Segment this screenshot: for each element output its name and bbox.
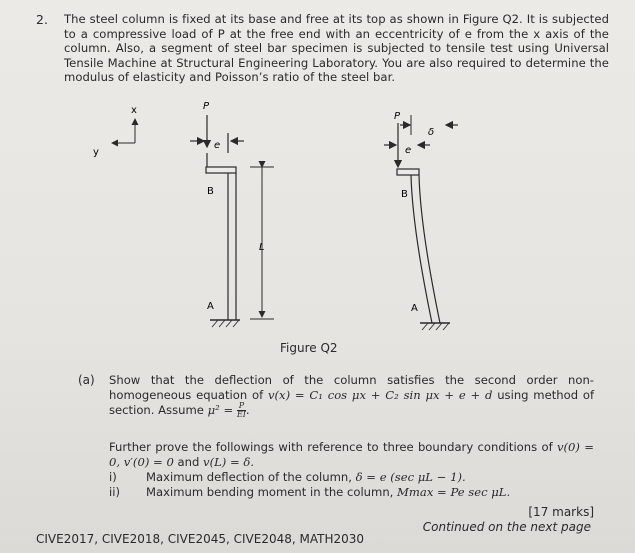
bc-1: v(0) = 0, bbox=[109, 440, 594, 469]
eccentricity-right: e bbox=[405, 145, 412, 156]
figure-q2 bbox=[0, 95, 635, 365]
bc-3: v(L) = δ. bbox=[203, 454, 255, 469]
length-label: L bbox=[259, 242, 265, 253]
part-a-method: using method of section. Assume bbox=[109, 387, 595, 418]
part-a-label: (a) bbox=[78, 373, 95, 387]
item-i-label: Maximum deflection of the column, bbox=[146, 470, 352, 484]
marks-label: [17 marks] bbox=[528, 505, 594, 519]
deflected-column bbox=[384, 115, 458, 330]
node-b-right: B bbox=[401, 189, 408, 200]
node-b-left: B bbox=[207, 186, 214, 197]
fraction-denominator: EI bbox=[236, 410, 246, 420]
bc-and: and bbox=[177, 454, 200, 469]
course-codes-footer: CIVE2017, CIVE2018, CIVE2045, CIVE2048, MATH2030 bbox=[36, 532, 365, 546]
node-a-left: A bbox=[207, 301, 214, 312]
axes-diagram bbox=[112, 119, 135, 143]
item-i-text bbox=[146, 470, 466, 484]
continued-note: Continued on the next page bbox=[422, 520, 591, 534]
question-intro: The steel column is fixed at its base and free at its top as shown in Figure Q2. It is subjected to a compressive load of P at the free end with an eccentricity of e from the x axis of the column. Also, a segment of steel bar specimen is subjected to tensile test using Universal Tensile Machine at Structural Engineering Laboratory. You are also required to determine the modulus of elasticity and Poisson’s ratio of the steel bar. bbox=[64, 12, 609, 85]
boundary-conditions-text bbox=[109, 440, 594, 469]
deflection-equation: v(x) = C₁ cos μx + C₂ sin μx + e + d bbox=[267, 387, 493, 402]
mu-fraction bbox=[237, 402, 246, 419]
item-ii-label: Maximum bending moment in the column, bbox=[146, 485, 394, 499]
item-ii-formula: Mmax = Pe sec μL. bbox=[397, 485, 511, 499]
fraction-numerator: P bbox=[238, 401, 245, 411]
y-axis-label: y bbox=[93, 147, 99, 158]
item-ii-number: ii) bbox=[109, 485, 120, 499]
load-p-left: P bbox=[203, 101, 210, 112]
further-prove-text: Further prove the followings with reference to three boundary conditions of bbox=[109, 440, 553, 454]
mu-squared: μ² = bbox=[207, 403, 234, 418]
part-a-text: Show that the deflection of the column satisfies the second order non-homogeneous equation of v(x) = C₁ cos μx + C₂ sin μx + e + d using method of section. Assume μ² = $\frac{P}{EI}$ . bbox=[109, 373, 595, 420]
item-i-formula: δ = e (sec μL − 1). bbox=[355, 470, 466, 484]
delta-label: δ bbox=[428, 127, 435, 138]
x-axis-label: x bbox=[131, 105, 137, 116]
eccentricity-left: e bbox=[214, 140, 221, 151]
bc-2: v′(0) = 0 bbox=[123, 454, 174, 469]
question-number: 2. bbox=[36, 12, 48, 27]
item-ii-text bbox=[146, 485, 510, 499]
straight-column bbox=[190, 115, 274, 327]
item-i-number: i) bbox=[109, 470, 117, 484]
part-a-statement: Show that the deflection of the column satisfies the second order non-homogeneous equation of bbox=[109, 373, 594, 402]
node-a-right: A bbox=[411, 303, 418, 314]
figure-caption: Figure Q2 bbox=[280, 341, 338, 355]
load-p-right: P bbox=[394, 111, 401, 122]
